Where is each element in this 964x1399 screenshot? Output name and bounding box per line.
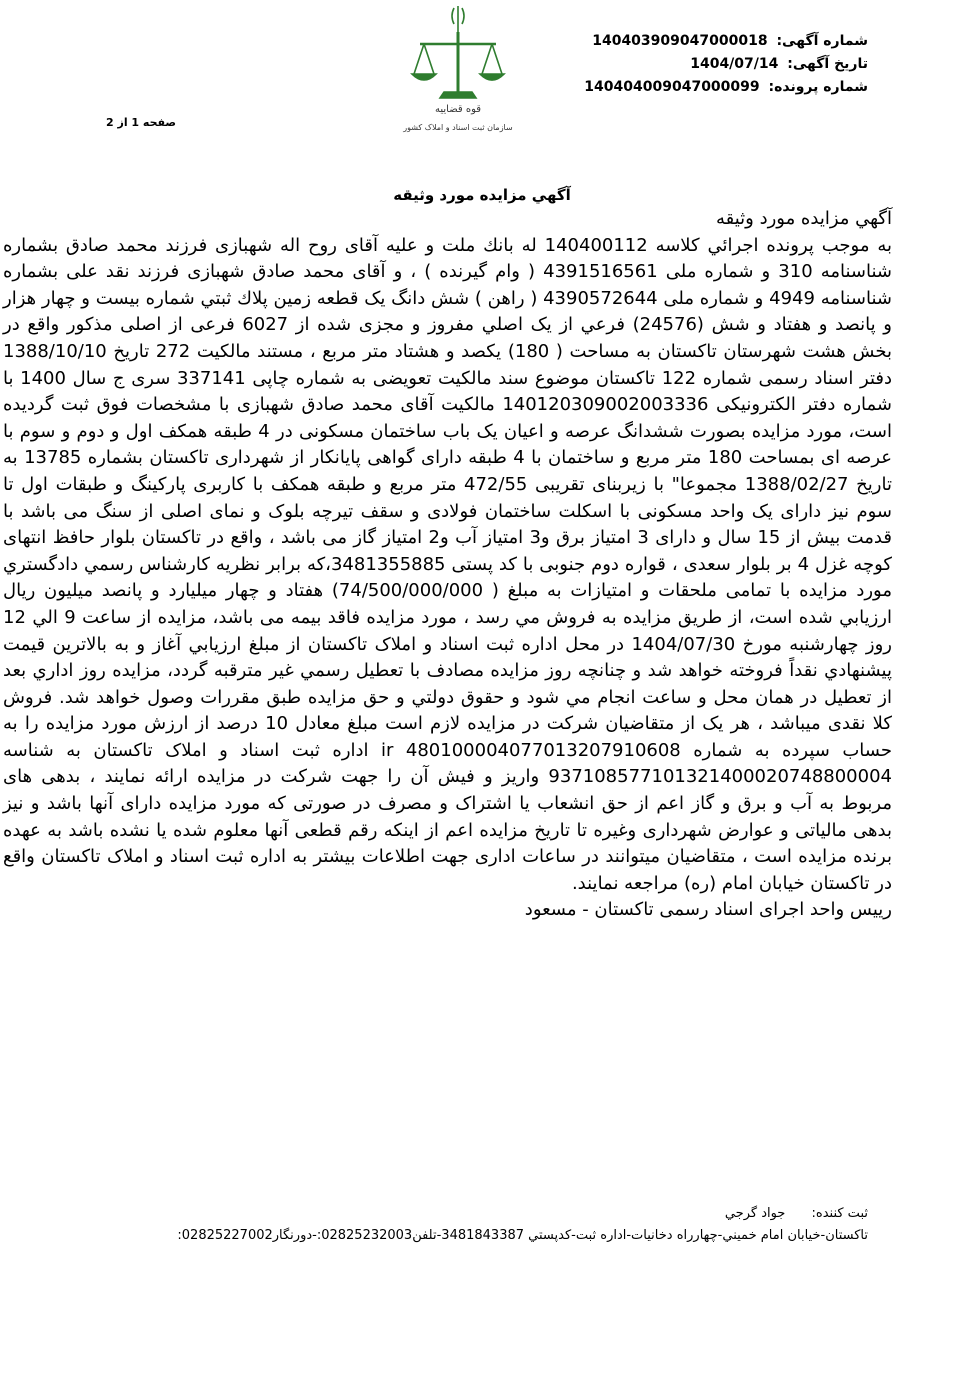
office-address: تاكستان-خيابان امام خميني-چهارراه دخانيات-اداره ثبت-كدپستي 3481843387-تلفن02825232003:-دورنگار02825227002: <box>177 1228 868 1243</box>
case-number: 140404009047000099 <box>584 79 760 95</box>
document-body <box>3 206 892 924</box>
case-number-row <box>584 76 868 99</box>
judiciary-emblem-logo <box>398 4 518 144</box>
registrar-label: ثبت كننده: <box>811 1206 868 1221</box>
notice-number: 140403909047000018 <box>592 33 768 49</box>
notice-meta <box>584 30 868 99</box>
notice-number-label: شماره آگهی: <box>776 33 868 49</box>
registrar-line <box>725 1206 868 1221</box>
logo-text-judiciary: قوه قضاییه <box>434 104 482 115</box>
body-subtitle: آگهي مزايده مورد وثيقه <box>715 208 892 229</box>
signature-line: رييس واحد اجراى اسناد رسمى تاكستان - مسعود <box>524 899 892 921</box>
document-title: آگهي مزايده مورد وثيقه <box>393 186 571 204</box>
page-number: صفحه 1 از 2 <box>106 116 177 129</box>
registrar-name: جواد گرجي <box>724 1206 786 1221</box>
notice-number-row <box>584 30 868 53</box>
notice-date-label: تاریخ آگهی: <box>787 56 868 72</box>
case-number-label: شماره پرونده: <box>768 79 868 95</box>
notice-date-row <box>584 53 868 76</box>
notice-date: 1404/07/14 <box>690 56 779 72</box>
body-paragraph: به موجب پرونده اجرائي كلاسه 140400112 له بانك ملت و عليه آقاى روح اله شهبازى فرزند محمد صادق بشماره شناسنامه 310 و شماره ملى 4391516561 ( وام گيرنده ) ، و آقاى محمد صادق شهبازى فرزند نقد على بشماره شناسنامه 4949 و شماره ملى 4390572644 ( راهن ) شش دانگ يک قطعه زمين پلاك ثبتي شماره بيست و چهار هزار و پانصد و هفتاد و شش (24576) فرعي از يک اصلي مفروز و مجزى شده از 6027 فرعى از اصلى مذكور واقع در بخش هشت شهرستان تاكستان به مساحت ( 180) يكصد و هشتاد متر مربع ، مستند مالكيت 272 تاريخ 1388/10/10 دفتر اسناد رسمى شماره 122 تاكستان موضوع سند مالكيت تعويضى به شماره چاپى 337141 سرى ج سال 1400 با شماره دفتر الكترونيكى 140120309002003336 مالكيت آقاى محمد صادق شهبازى با مشخصات فوق ثبت گرديده است، مورد مزايده بصورت ششدانگ عرصه و اعيان يک باب ساختمان مسكونى در 4 طبقه همكف اول و دوم و سوم با عرصه اى بمساحت 180 متر مربع و ساختمان با 4 طبقه داراى گواهى پايانكار از شهردارى تاكستان بشماره 13785 به تاريخ 1388/02/27 مجموعا" با زيربناى تقريبى 472/55 متر مربع و طبقه همكف با كاربرى پاركينگ و طبقات اول تا سوم نيز داراى يک واحد مسكونى با اسكلت ساختمان فولادى و سقف تيرچه بلوک و نماى اصلى از سنگ مى باشد با قدمت بيش از 15 سال و داراى 3 امتياز برق و3 امتياز آب و2 امتياز گاز مى باشد ، واقع در تاكستان بلوار حافظ انتهاى كوچه غزل 4 بر بلوار سعدى ، قواره دوم جنوبى با كد پستى 3481355885،كه برابر نظريه كارشناس رسمي دادگستري مورد مزايده با تمامى ملحقات و امتيازات به مبلغ ( 74/500/000/000) هفتاد و چهار ميليارد و پانصد ميليون ريال ارزيابي شده است، از طريق مزايده به فروش مي رسد ، مورد مزايده فاقد بيمه مى باشد، مزايده از ساعت 9 الي 12 روز چهارشنبه مورخ 1404/07/30 در محل اداره ثبت اسناد و املاک تاكستان از مبلغ ارزيابي آغاز و به بالاترين قيمت پيشنهادي نقداً فروخته خواهد شد و چنانچه روز مزايده مصادف با تعطيل رسمي غير مترقبه گردد، مزايده روز اداري بعد از تعطيل در همان محل و ساعت انجام مي شود و حقوق دولتي و حق مزايده طبق مقررات وصول خواهد شد. فروش كلا نقدى ميباشد ، هر يک از متقاضيان شركت در مزايده لازم است مبلغ معادل 10 درصد از ارزش مورد مزايده را به حساب سپرده به شماره ir 480100004077013207910608 اداره ثبت اسناد و املاک تاكستان به شناسه 937108577101321400020748800004 واريز و فيش آن را جهت شركت در مزايده ارائه نمايند ، بدهى هاى مربوط به آب و برق و گاز اعم از حق انشعاب يا اشتراک و مصرف در صورتى كه مورد مزايده داراى آنها باشد و نيز بدهى مالياتى و عوارض شهردارى وغيره تا تاريخ مزايده اعم از اينكه رقم قطعى آنها معلوم شده يا نشده باشد به عهده برنده مزايده است ، متقاضيان ميتوانند در ساعات ادارى جهت اطلاعات بيشتر به اداره ثبت اسناد و املاک تاكستان واقع در تاكستان خيابان امام (ره) مراجعه نمايند. <box>3 234 893 894</box>
logo-text-organization: سازمان ثبت اسناد و املاک کشور <box>403 123 513 132</box>
